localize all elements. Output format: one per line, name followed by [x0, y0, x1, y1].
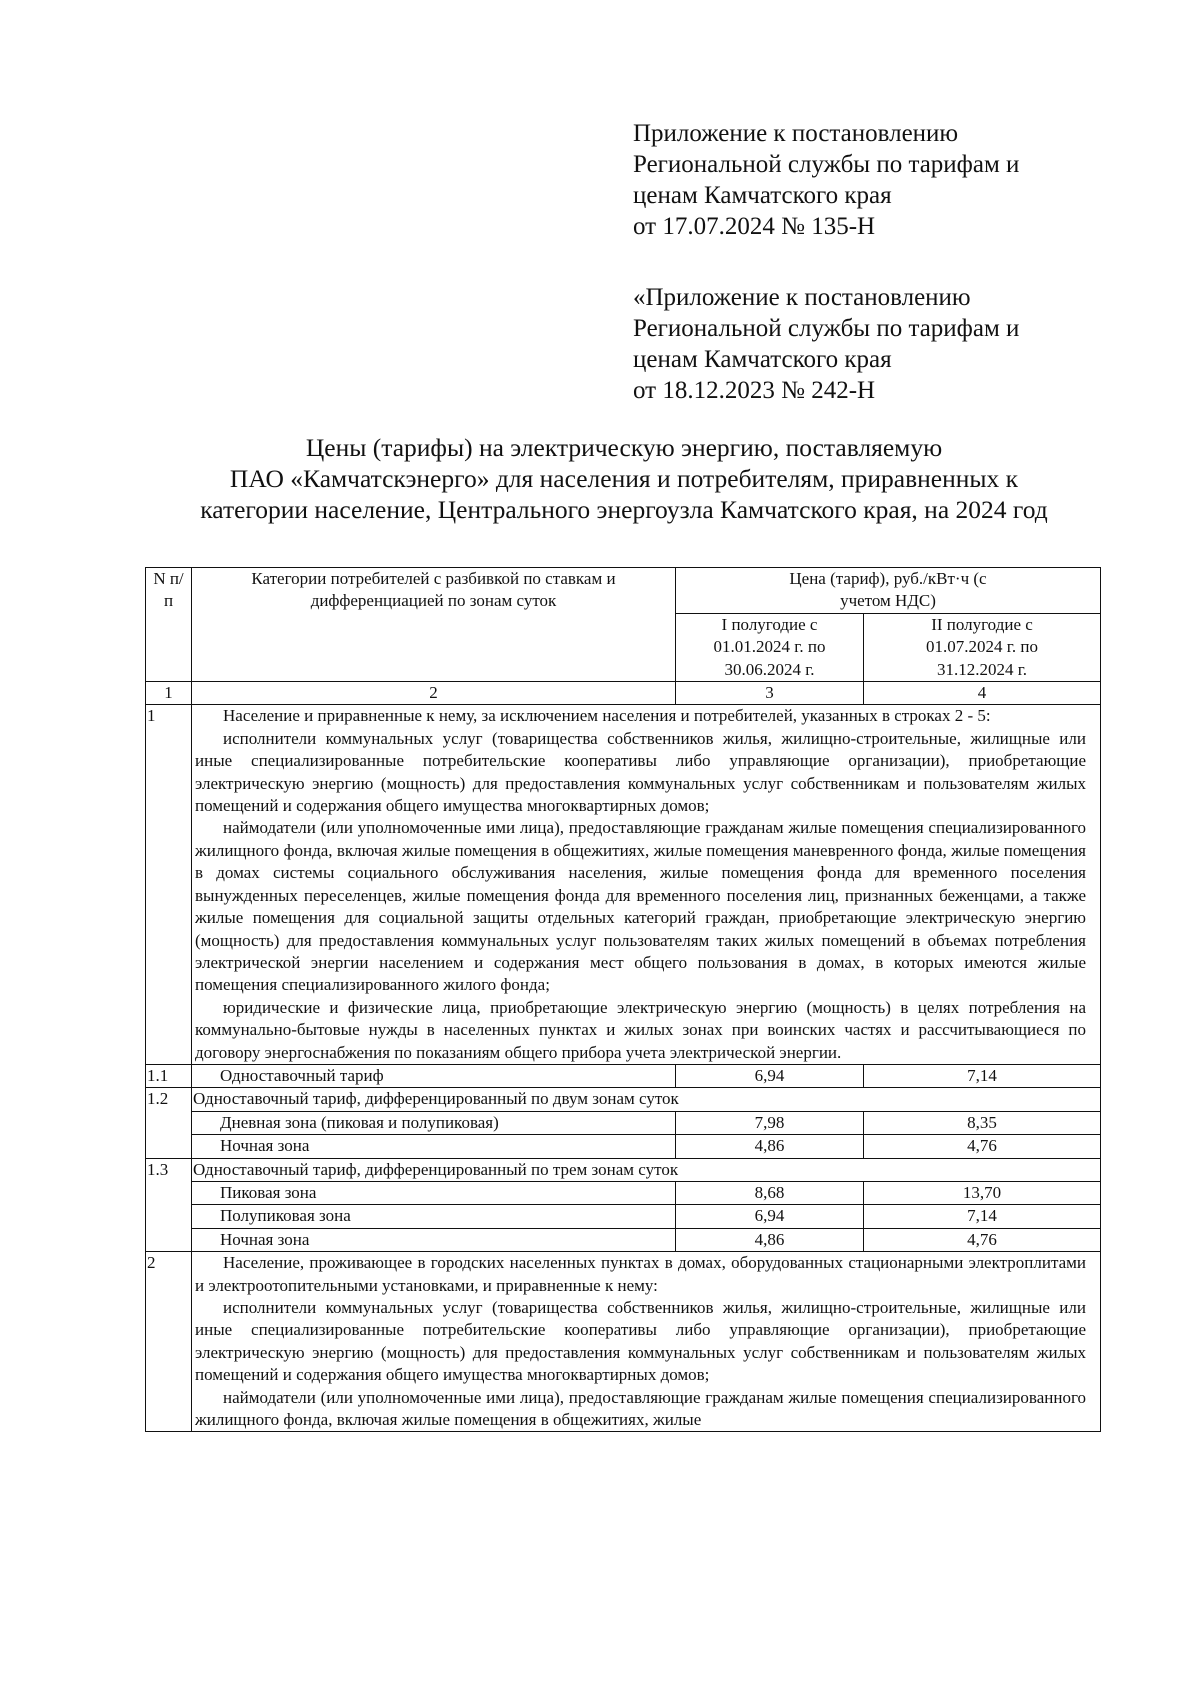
section-2-row: [146, 1252, 1101, 1432]
title-line: категории население, Центрального энергоузла Камчатского края, на 2024 год: [200, 495, 1048, 524]
price-first-half: 8,68: [676, 1181, 864, 1204]
column-number-row: [146, 682, 1101, 705]
zone-label: Ночная зона: [192, 1228, 676, 1251]
table-row: [146, 1135, 1101, 1158]
table-row: [146, 1088, 1101, 1111]
col-number: 3: [676, 682, 864, 705]
col-number: 2: [192, 682, 676, 705]
zone-label: Дневная зона (пиковая и полупиковая): [192, 1111, 676, 1134]
row-num: 1.2: [146, 1088, 192, 1158]
table-row: [146, 1181, 1101, 1204]
group-label: Одноставочный тариф, дифференцированный по трем зонам суток: [192, 1158, 1101, 1181]
price-second-half: 13,70: [864, 1181, 1101, 1204]
row-num: 2: [146, 1252, 192, 1432]
header-price: Цена (тариф), руб./кВт·ч (с учетом НДС): [676, 568, 1101, 614]
appendix-current-reference: [633, 118, 1153, 242]
appendix-line: «Приложение к постановлению: [633, 284, 971, 311]
group-label: Одноставочный тариф, дифференцированный по двум зонам суток: [192, 1088, 1101, 1111]
zone-label: Ночная зона: [192, 1135, 676, 1158]
table-row: [146, 1111, 1101, 1134]
price-first-half: 4,86: [676, 1228, 864, 1251]
row-num: 1.1: [146, 1064, 192, 1087]
description-paragraph: исполнители коммунальных услуг (товарищества собственников жилья, жилищно-строительные, жилищные или иные специализированные потребительские кооперативы либо управляющие организации), приобретающие электрическую энергию (мощность) для предоставления коммунальных услуг собственникам и пользователям жилых помещений и содержания общего имущества многоквартирных домов;: [195, 1298, 1086, 1385]
table-row: [146, 1158, 1101, 1181]
appendix-line: Региональной службы по тарифам и: [633, 315, 1020, 342]
price-second-half: 4,76: [864, 1135, 1101, 1158]
section-2-description: [192, 1252, 1101, 1432]
price-second-half: 7,14: [864, 1205, 1101, 1228]
price-first-half: 4,86: [676, 1135, 864, 1158]
section-1-row: [146, 705, 1101, 1065]
table-row: [146, 1064, 1101, 1087]
table-row: [146, 1228, 1101, 1251]
title-line: Цены (тарифы) на электрическую энергию, поставляемую: [305, 433, 943, 462]
table-header-row: [146, 568, 1101, 614]
price-second-half: 8,35: [864, 1111, 1101, 1134]
description-paragraph: Население и приравненные к нему, за исключением населения и потребителей, указанных в строках 2 - 5:: [223, 706, 991, 726]
description-paragraph: Население, проживающее в городских населенных пунктах в домах, оборудованных стационарными электроплитами и электроотопительными установками, и приравненные к нему:: [195, 1253, 1086, 1295]
row-num: 1: [146, 705, 192, 1065]
description-paragraph: юридические и физические лица, приобретающие электрическую энергию (мощность) в целях потребления на коммунально-бытовые нужды в населенных пунктах и жилых зонах при воинских частях и рассчитывающиеся по договору энергоснабжения по показаниям общего прибора учета электрической энергии.: [195, 997, 1086, 1062]
row-label: Одноставочный тариф: [192, 1064, 676, 1087]
description-paragraph: исполнители коммунальных услуг (товарищества собственников жилья, жилищно-строительные, жилищные или иные специализированные потребительские кооперативы либо управляющие организации), приобретающие электрическую энергию (мощность) для предоставления коммунальных услуг собственникам и пользователям жилых помещений и содержания общего имущества многоквартирных домов;: [195, 728, 1086, 816]
col-number: 4: [864, 682, 1101, 705]
appendix-line: Региональной службы по тарифам и: [633, 151, 1020, 178]
description-paragraph: наймодатели (или уполномоченные ими лица), предоставляющие гражданам жилые помещения специализированного жилищного фонда, включая жилые помещения в общежитиях, жилые: [195, 1387, 1086, 1430]
price-first-half: 7,98: [676, 1111, 864, 1134]
tariff-table: [145, 567, 1101, 1432]
zone-label: Пиковая зона: [192, 1181, 676, 1204]
price-first-half: 6,94: [676, 1064, 864, 1087]
title-line: ПАО «Камчатскэнерго» для населения и потребителям, приравненных к: [229, 464, 1019, 493]
price-second-half: 4,76: [864, 1228, 1101, 1251]
appendix-original-reference: [633, 282, 1153, 406]
description-paragraph: наймодатели (или уполномоченные ими лица), предоставляющие гражданам жилые помещения специализированного жилищного фонда, включая жилые помещения в общежитиях, жилые помещения маневренного фонда, жилые помещения в домах системы социального обслуживания населения, жилые помещения фонда для временного поселения вынужденных переселенцев, жилые помещения фонда для временного поселения лиц, признанных беженцами, а также жилые помещения для социальной защиты отдельных категорий граждан, приобретающие электрическую энергию (мощность) для предоставления коммунальных услуг пользователям таких жилых помещений в объемах потребления электрической энергии населением и содержания мест общего пользования в домах, в которых имеются жилые помещения специализированного жилого фонда;: [195, 818, 1086, 995]
section-1-description: [192, 705, 1101, 1065]
appendix-line: от 17.07.2024 № 135-Н: [633, 213, 876, 240]
appendix-line: ценам Камчатского края: [633, 182, 892, 209]
price-second-half: 7,14: [864, 1064, 1101, 1087]
appendix-line: от 18.12.2023 № 242-Н: [633, 377, 876, 404]
header-category: Категории потребителей с разбивкой по ставкам и дифференциацией по зонам суток: [192, 568, 676, 682]
table-row: [146, 1205, 1101, 1228]
col-number: 1: [146, 682, 192, 705]
header-num: N п/п: [146, 568, 192, 682]
appendix-line: Приложение к постановлению: [633, 120, 959, 147]
price-first-half: 6,94: [676, 1205, 864, 1228]
row-num: 1.3: [146, 1158, 192, 1252]
appendix-line: ценам Камчатского края: [633, 346, 892, 373]
header-first-half: I полугодие с 01.01.2024 г. по 30.06.2024 г.: [676, 613, 864, 681]
header-second-half: II полугодие с 01.07.2024 г. по 31.12.2024 г.: [864, 613, 1101, 681]
document-title: [140, 432, 1108, 525]
zone-label: Полупиковая зона: [192, 1205, 676, 1228]
